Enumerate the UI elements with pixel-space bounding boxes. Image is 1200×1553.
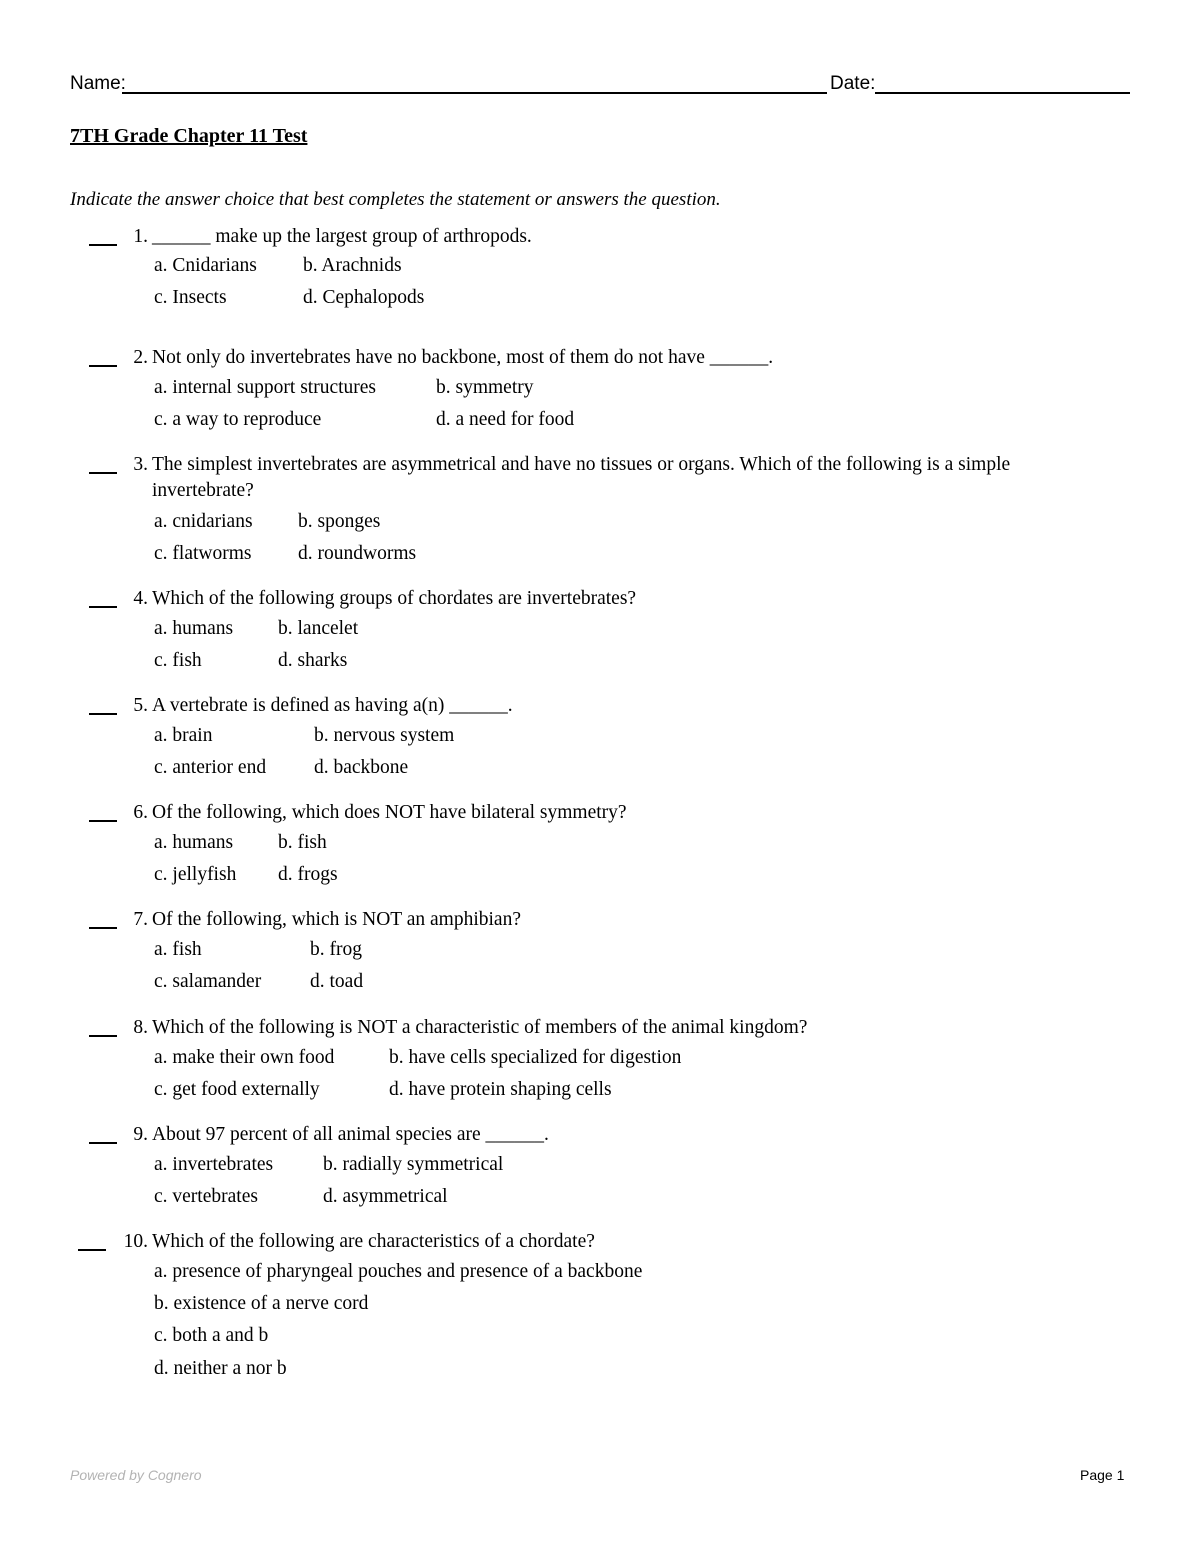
test-title: 7TH Grade Chapter 11 Test xyxy=(70,125,308,147)
question-text: The simplest invertebrates are asymmetrical and have no tissues or organs. Which of the following is a simple xyxy=(152,454,1011,475)
option-d: d. roundworms xyxy=(298,543,417,564)
question-number: 1. xyxy=(133,226,148,247)
name-label: Name: xyxy=(70,73,126,94)
question-text: About 97 percent of all animal species are ______. xyxy=(152,1124,549,1145)
option-a: a. make their own food xyxy=(154,1047,335,1068)
option-a: a. humans xyxy=(154,618,234,639)
option-a: a. humans xyxy=(154,832,234,853)
option-d: d. toad xyxy=(310,971,364,992)
option-c: c. Insects xyxy=(154,287,227,308)
option-d: d. asymmetrical xyxy=(323,1186,448,1207)
answer-blank-7[interactable] xyxy=(89,927,117,929)
answer-blank-2[interactable] xyxy=(89,365,117,367)
answer-blank-8[interactable] xyxy=(89,1035,117,1037)
option-b: b. nervous system xyxy=(314,725,455,746)
option-c: c. salamander xyxy=(154,971,262,992)
question-text-cont: invertebrate? xyxy=(152,480,254,501)
question-text: Not only do invertebrates have no backbone, most of them do not have ______. xyxy=(152,347,774,368)
answer-blank-6[interactable] xyxy=(89,820,117,822)
option-a: a. invertebrates xyxy=(154,1154,274,1175)
option-d: d. frogs xyxy=(278,864,338,885)
question-number: 7. xyxy=(133,909,148,930)
option-b: b. sponges xyxy=(298,511,381,532)
option-d: d. neither a nor b xyxy=(154,1358,287,1379)
question-text: Of the following, which is NOT an amphibian? xyxy=(152,909,521,930)
question-text: A vertebrate is defined as having a(n) ______. xyxy=(152,695,513,716)
option-d: d. backbone xyxy=(314,757,409,778)
option-c: c. flatworms xyxy=(154,543,252,564)
option-a: a. cnidarians xyxy=(154,511,253,532)
option-b: b. frog xyxy=(310,939,362,960)
option-d: d. a need for food xyxy=(436,409,575,430)
option-c: c. anterior end xyxy=(154,757,267,778)
question-number: 8. xyxy=(133,1017,148,1038)
option-b: b. symmetry xyxy=(436,377,534,398)
answer-blank-3[interactable] xyxy=(89,472,117,474)
option-b: b. existence of a nerve cord xyxy=(154,1293,369,1314)
option-a: a. presence of pharyngeal pouches and presence of a backbone xyxy=(154,1261,643,1282)
question-number: 6. xyxy=(133,802,148,823)
question-number: 2. xyxy=(133,347,148,368)
question-number: 5. xyxy=(133,695,148,716)
option-c: c. jellyfish xyxy=(154,864,237,885)
option-d: d. Cephalopods xyxy=(303,287,425,308)
question-text: Which of the following groups of chordates are invertebrates? xyxy=(152,588,637,609)
question-text: Which of the following are characteristics of a chordate? xyxy=(152,1231,595,1252)
answer-blank-10[interactable] xyxy=(78,1249,106,1251)
name-field[interactable] xyxy=(122,92,827,94)
option-c: c. vertebrates xyxy=(154,1186,258,1207)
option-b: b. radially symmetrical xyxy=(323,1154,504,1175)
option-a: a. internal support structures xyxy=(154,377,377,398)
option-a: a. fish xyxy=(154,939,202,960)
question-text: Of the following, which does NOT have bilateral symmetry? xyxy=(152,802,627,823)
date-label: Date: xyxy=(830,73,876,94)
answer-blank-1[interactable] xyxy=(89,244,117,246)
option-b: b. lancelet xyxy=(278,618,359,639)
page-number: Page 1 xyxy=(1080,1467,1125,1483)
option-c: c. a way to reproduce xyxy=(154,409,322,430)
powered-by-label: Powered by Cognero xyxy=(70,1467,202,1483)
question-number: 9. xyxy=(133,1124,148,1145)
option-c: c. both a and b xyxy=(154,1325,269,1346)
date-field[interactable] xyxy=(875,92,1130,94)
option-a: a. brain xyxy=(154,725,213,746)
answer-blank-9[interactable] xyxy=(89,1142,117,1144)
option-b: b. fish xyxy=(278,832,327,853)
question-number: 4. xyxy=(133,588,148,609)
option-c: c. fish xyxy=(154,650,202,671)
question-text: Which of the following is NOT a characteristic of members of the animal kingdom? xyxy=(152,1017,808,1038)
question-number: 10. xyxy=(123,1231,148,1252)
instructions: Indicate the answer choice that best completes the statement or answers the question. xyxy=(70,189,721,210)
option-c: c. get food externally xyxy=(154,1079,320,1100)
answer-blank-4[interactable] xyxy=(89,606,117,608)
answer-blank-5[interactable] xyxy=(89,713,117,715)
option-d: d. sharks xyxy=(278,650,348,671)
option-d: d. have protein shaping cells xyxy=(389,1079,612,1100)
option-b: b. Arachnids xyxy=(303,255,402,276)
option-b: b. have cells specialized for digestion xyxy=(389,1047,682,1068)
option-a: a. Cnidarians xyxy=(154,255,257,276)
question-number: 3. xyxy=(133,454,148,475)
question-text: ______ make up the largest group of arthropods. xyxy=(152,226,532,247)
